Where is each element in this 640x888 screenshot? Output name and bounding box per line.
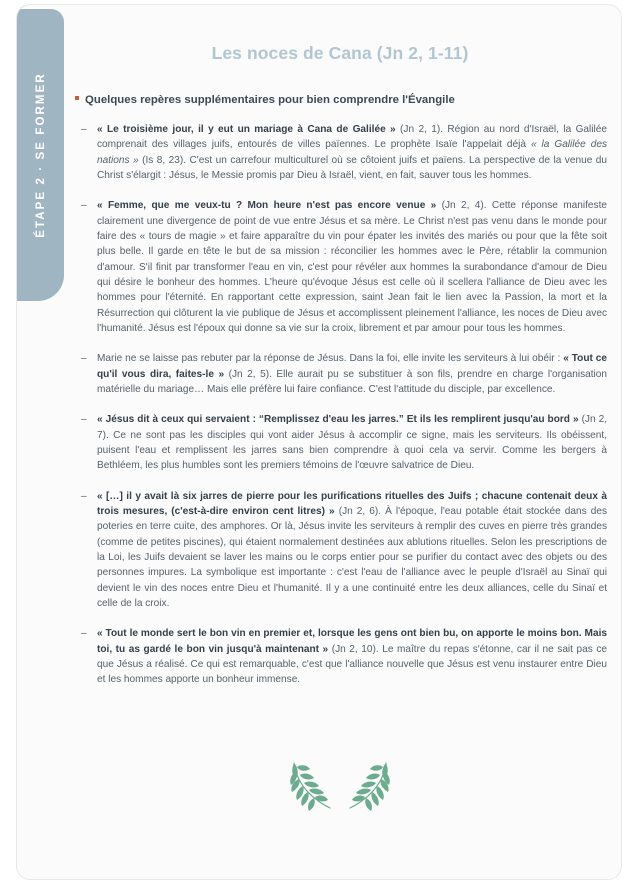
section-heading: Quelques repères supplémentaires pour bien comprendre l'Évangile bbox=[85, 94, 455, 106]
scripture-quote: « Le troisième jour, il y eut un mariage à Cana de Galilée » bbox=[97, 124, 396, 135]
item-six-jarres-de-pierre bbox=[73, 489, 607, 612]
scripture-quote: « […] il y avait là six jarres de pierre pour les purifications rituelles des Juifs ; chacune contenait deux à trois mesures, (c'est-à-dire environ cent litres) » bbox=[97, 490, 607, 517]
step-tab-label: ÉTAPE 2 · SE FORMER bbox=[34, 72, 47, 238]
body-text: Marie ne se laisse pas rebuter par la réponse de Jésus. Dans la foi, elle invite les serviteurs à lui obéir : bbox=[97, 353, 564, 365]
item-marie-ne-se-laisse-pas-rebuter bbox=[73, 351, 607, 397]
page-content bbox=[73, 5, 607, 880]
square-bullet-icon bbox=[75, 96, 79, 100]
body-text: (Jn 2, 10). Le maître du repas s'étonne, car il ne sait pas ce que Jésus a réalisé. Ce qui est remarquable, c'est que l'alliance nouvelle que Jésus est venu instaurer entre Dieu et les hommes apporte un bonheur immense. bbox=[97, 643, 608, 686]
body-text: (Jn 2, 1). Région au nord d'Israël, la Galilée comprenait des villages juifs, entourés de villes païennes. Le prophète Isaïe l'appelait déjà bbox=[97, 124, 607, 151]
list-dash-marker: – bbox=[81, 490, 87, 502]
commentary-list bbox=[73, 122, 607, 688]
document-page bbox=[16, 4, 622, 880]
body-text: (Jn 2, 4). Cette réponse manifeste clairement une divergence de point de vue entre Jésus et sa mère. Le Christ n'est pas venu dans le monde pour faire des « tours de magie » et faire apparaître du vin pour épater les invités des mariés ou pour que la fête soit plus belle. Il garde en tête le but de sa mission : réconcilier les hommes avec le Père, rétablir la communion d'amour. S'il finit par transformer l'eau en vin, c'est pour révéler aux hommes la surabondance d'amour de Dieu qui désire le bonheur des hommes. L'heure qu'évoque Jésus est celle où il scellera l'alliance de Dieu avec les hommes pour l'éternité. En rapportant cette expression, saint Jean fait le lien avec la Passion, la mort et la Résurrection qui clôturent la vie publique de Jésus et accomplissent pleinement l'alliance, les noces de Dieu avec l'humanité. Jésus est l'époux qui donne sa vie sur la croix, librement et par amour pour tous les hommes. bbox=[97, 200, 607, 334]
laurel-branch-left-icon bbox=[289, 757, 333, 813]
item-troisieme-jour bbox=[73, 122, 607, 183]
list-dash-marker: – bbox=[81, 414, 87, 426]
item-femme-que-me-veux-tu bbox=[73, 198, 607, 336]
list-dash-marker: – bbox=[81, 628, 87, 640]
body-text: (Jn 2, 7). Ce ne sont pas les disciples qui vont aider Jésus à accomplir ce signe, mais les serviteurs. Ils obéissent, puisent l'eau et remplissent les jarres sans bien comprendre à quoi cela va servir. Comme les bergers à Bethléem, les plus humbles sont les premiers témoins de l'œuvre salvatrice de Dieu. bbox=[97, 414, 607, 472]
list-dash-marker: – bbox=[81, 124, 87, 135]
page-title: Les noces de Cana (Jn 2, 1-11) bbox=[211, 43, 469, 63]
ornament-divider bbox=[73, 757, 607, 813]
step-tab bbox=[17, 9, 64, 301]
list-dash-marker: – bbox=[81, 200, 87, 212]
list-dash-marker: – bbox=[81, 353, 87, 365]
scripture-quote: « Tout ce qu'il vous dira, faites-le » bbox=[97, 353, 607, 380]
scripture-quote: « Jésus dit à ceux qui servaient : “Remplissez d'eau les jarres.” Et ils les remplirent jusqu'au bord » bbox=[97, 414, 579, 426]
body-text: (Jn 2, 6). À l'époque, l'eau potable était stockée dans des poteries en terre cuite, des amphores. Or là, Jésus invite les serviteurs à remplir des cuves en pierre très grandes (comme de petites piscines), qui étaient normalement destinées aux ablutions rituelles. Selon les prescriptions de la Loi, les Juifs devaient se laver les mains ou le corps entier pour se purifier du contact avec des objets ou des personnes impures. La symbolique est importante : c'est l'eau de l'alliance avec le peuple d'Israël au Sinaï qui devient le vin des noces entre Dieu et l'humanité. Il y a une continuité entre les deux alliances, celle du Sinaï et celle de la croix. bbox=[97, 505, 608, 609]
section-heading-row bbox=[75, 94, 607, 106]
item-remplissez-deau-les-jarres bbox=[73, 412, 607, 473]
italic-quote: « la Galilée des nations » bbox=[97, 139, 607, 166]
item-tout-le-monde-sert-le-bon-vin bbox=[73, 626, 607, 687]
scripture-quote: « Tout le monde sert le bon vin en premier et, lorsque les gens ont bien bu, on apporte le moins bon. Mais toi, tu as gardé le bon vin jusqu'à maintenant » bbox=[97, 628, 607, 655]
laurel-branch-right-icon bbox=[347, 757, 391, 813]
scripture-quote: « Femme, que me veux-tu ? Mon heure n'est pas encore venue » bbox=[97, 200, 437, 212]
body-text: (Jn 2, 5). Elle aurait pu se substituer à son fils, prendre en charge l'organisation matérielle du mariage… Mais elle préfère lui faire confiance. C'est l'attitude du disciple, par excellence. bbox=[97, 368, 607, 395]
body-text: (Is 8, 23). C'est un carrefour multiculturel où se côtoient juifs et païens. La perspective de la venue du Christ s'élargit : Jésus, le Messie promis par Dieu à Israël, vient, en fait, sauver tous les hommes. bbox=[97, 154, 607, 181]
